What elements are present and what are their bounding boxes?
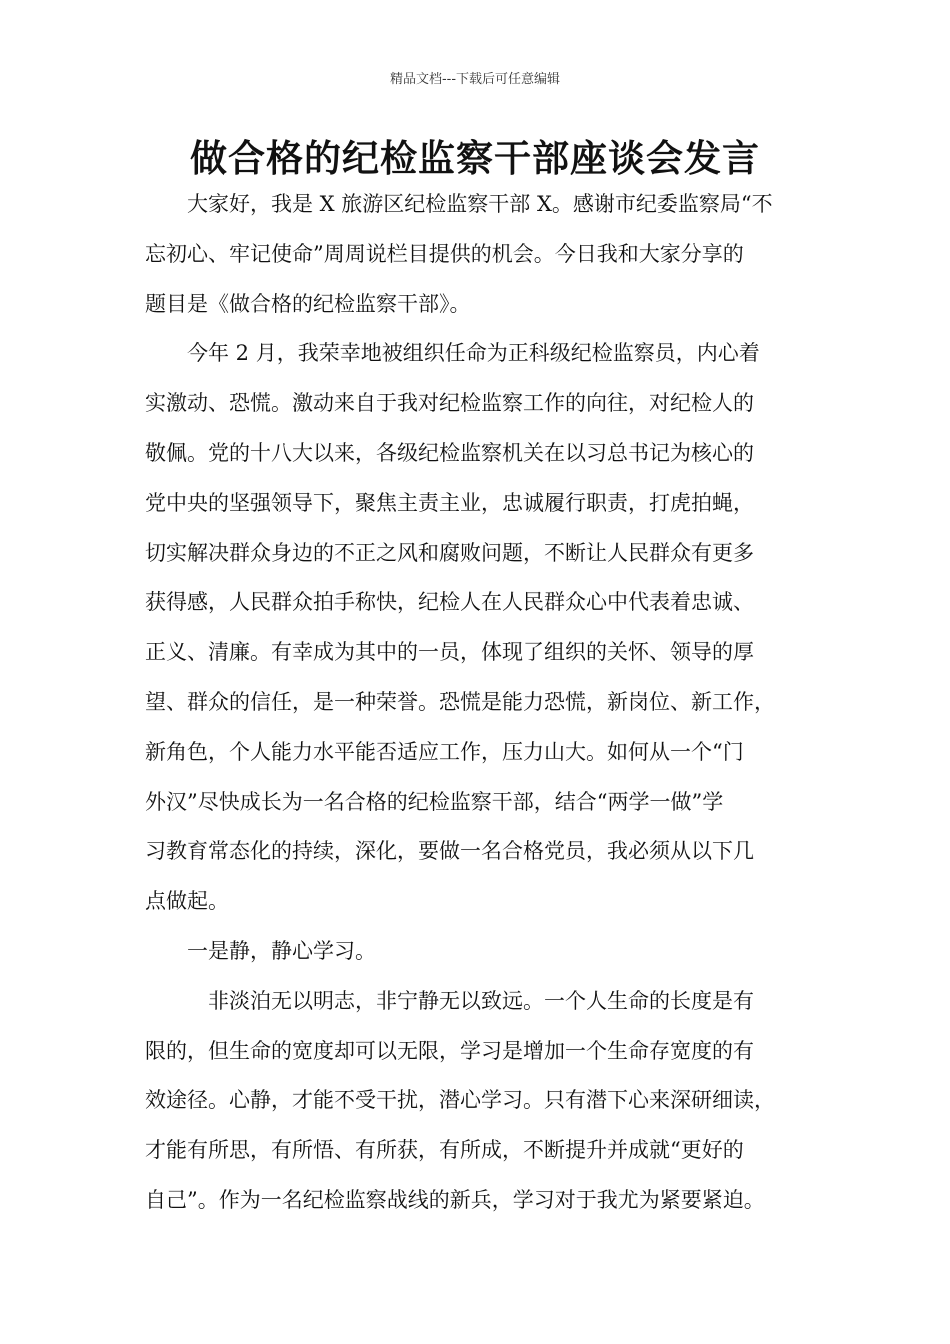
text-line: 正义、清廉。有幸成为其中的一员，体现了组织的关怀、领导的厚 <box>145 640 754 665</box>
paragraph-intro <box>145 180 822 329</box>
text-line: 忘初心、牢记使命”周周说栏目提供的机会。今日我和大家分享的 <box>145 241 744 266</box>
document-body <box>145 180 822 1226</box>
text-line: 敬佩。党的十八大以来，各级纪检监察机关在以习总书记为核心的 <box>145 440 754 465</box>
text-line: 大家好，我是 X 旅游区纪检监察干部 X。感谢市纪委监察局“不 <box>187 192 773 216</box>
text-line: 获得感，人民群众拍手称快，纪检人在人民群众心中代表着忠诚、 <box>145 590 754 615</box>
text-line: 望、群众的信任，是一种荣誉。恐慌是能力恐慌，新岗位、新工作， <box>145 689 775 714</box>
text-line: 自己”。作为一名纪检监察战线的新兵，学习对于我尤为紧要紧迫。 <box>145 1187 765 1212</box>
paragraph-study <box>145 977 822 1226</box>
text-line: 点做起。 <box>145 889 229 914</box>
text-line: 限的，但生命的宽度却可以无限，学习是增加一个生命存宽度的有 <box>145 1038 754 1063</box>
text-line: 今年 2 月，我荣幸地被组织任命为正科级纪检监察员，内心着 <box>187 341 760 366</box>
text-line: 习教育常态化的持续，深化，要做一名合格党员，我必须从以下几 <box>145 839 754 864</box>
text-line: 效途径。心静，才能不受干扰，潜心学习。只有潜下心来深研细读， <box>145 1088 775 1113</box>
paragraph-appointment <box>145 329 822 927</box>
text-line: 党中央的坚强领导下，聚焦主责主业，忠诚履行职责，打虎拍蝇， <box>145 490 754 515</box>
text-line: 题目是《做合格的纪检监察干部》。 <box>145 291 471 316</box>
section-heading: 一是静，静心学习。 <box>187 938 376 963</box>
text-line: 非淡泊无以明志，非宁静无以致远。一个人生命的长度是有 <box>208 988 754 1013</box>
document-title: 做合格的纪检监察干部座谈会发言 <box>190 137 760 180</box>
text-line: 切实解决群众身边的不正之风和腐败问题，不断让人民群众有更多 <box>145 540 754 565</box>
header-note: 精品文档---下载后可任意编辑 <box>389 72 561 87</box>
text-line: 外汉”尽快成长为一名合格的纪检监察干部，结合“两学一做”学 <box>145 789 724 814</box>
paragraph-heading-one <box>145 927 822 977</box>
text-line: 新角色，个人能力水平能否适应工作，压力山大。如何从一个“门 <box>145 739 744 764</box>
text-line: 才能有所思，有所悟、有所获，有所成，不断提升并成就“更好的 <box>145 1138 744 1163</box>
text-line: 实激动、恐慌。激动来自于我对纪检监察工作的向往，对纪检人的 <box>145 391 754 416</box>
